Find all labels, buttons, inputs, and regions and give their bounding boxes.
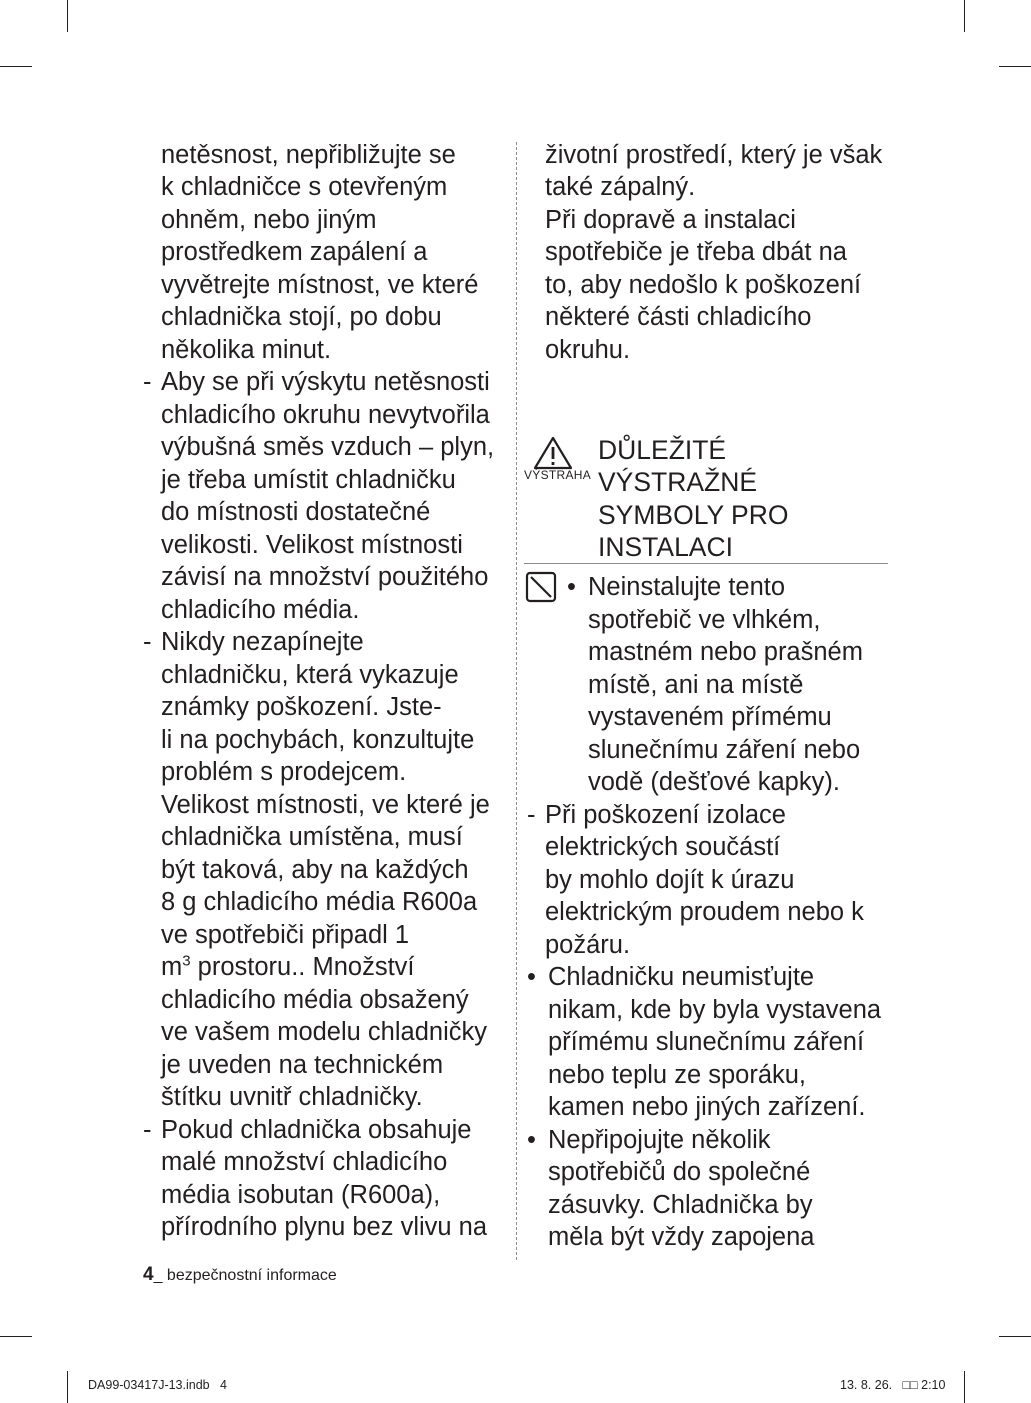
m3-base: m: [161, 953, 183, 981]
left-line: být taková, aby na každých: [161, 856, 469, 884]
crop-mark-left-top: [0, 66, 32, 67]
left-line: problém s prodejcem.: [161, 758, 407, 786]
right-line: Při dopravě a instalaci: [545, 206, 796, 234]
left-line: chladničku, která vykazuje: [161, 661, 459, 689]
right-item-line: Při poškození izolace: [545, 801, 786, 829]
right-item-line: vodě (dešťové kapky).: [588, 768, 840, 796]
right-item-line: požáru.: [545, 931, 631, 959]
section-heading-line: VÝSTRAŽNÉ: [598, 467, 758, 497]
right-line: okruhu.: [545, 336, 631, 364]
list-dash: -: [143, 628, 152, 656]
right-line: to, aby nedošlo k poškození: [545, 271, 862, 299]
right-line: spotřebiče je třeba dbát na: [545, 238, 847, 266]
left-line: ve vašem modelu chladničky: [161, 1018, 487, 1046]
left-line-m3: [161, 951, 415, 983]
slug-file: DA99-03417J-13.indb 4: [88, 1378, 227, 1392]
left-line: Velikost místnosti, ve které je: [161, 791, 490, 819]
right-line: životní prostředí, který je však: [545, 141, 883, 169]
bullet: •: [567, 573, 576, 601]
left-line: Nikdy nezapínejte: [161, 628, 364, 656]
left-line: média isobutan (R600a),: [161, 1181, 441, 1209]
right-item-line: Nepřipojujte několik: [548, 1126, 771, 1154]
section-heading-line: DŮLEŽITÉ: [598, 435, 727, 465]
left-line: několika minut.: [161, 336, 332, 364]
slug-date: 13. 8. 26. □□ 2:10: [840, 1378, 946, 1392]
left-line: chladicího okruhu nevytvořila: [161, 401, 490, 429]
left-line: ohněm, nebo jiným: [161, 206, 377, 234]
left-line: do místnosti dostatečné: [161, 498, 431, 526]
left-line: chladicího média obsažený: [161, 986, 469, 1014]
right-item-line: nebo teplu ze sporáku,: [548, 1061, 807, 1089]
right-item-line: kamen nebo jiných zařízení.: [548, 1093, 866, 1121]
right-item-line: přímému slunečnímu záření: [548, 1028, 865, 1056]
column-divider: [516, 142, 517, 1260]
left-line: chladnička umístěna, musí: [161, 823, 463, 851]
left-line: vyvětrejte místnost, ve které: [161, 271, 479, 299]
left-line: výbušná směs vzduch – plyn,: [161, 433, 495, 461]
right-item-line: nikam, kde by byla vystavena: [548, 996, 882, 1024]
bullet: •: [527, 963, 536, 991]
right-item-line: by mohlo dojít k úrazu: [545, 866, 795, 894]
page-number: 4: [143, 1264, 154, 1285]
crop-mark-right-top: [999, 66, 1031, 67]
section-heading-line: SYMBOLY PRO: [598, 500, 789, 530]
prohibited-icon: [525, 571, 557, 603]
left-line: přírodního plynu bez vlivu na: [161, 1213, 488, 1241]
right-item-line: slunečnímu záření nebo: [588, 736, 861, 764]
right-line: také zápalný.: [545, 173, 696, 201]
right-item-line: mastném nebo prašném: [588, 638, 863, 666]
left-line: Pokud chladnička obsahuje: [161, 1116, 472, 1144]
section-name: _ bezpečnostní informace: [153, 1267, 337, 1284]
right-line: některé části chladicího: [545, 303, 812, 331]
heading-rule: [524, 563, 888, 564]
bullet: •: [527, 1126, 536, 1154]
left-line: chladicího média.: [161, 596, 360, 624]
right-item-line: elektrickým proudem nebo k: [545, 898, 864, 926]
list-dash: -: [143, 368, 152, 396]
crop-mark-bottom-right: [964, 1371, 965, 1403]
left-line: li na pochybách, konzultujte: [161, 726, 475, 754]
right-item-line: vystaveném přímému: [588, 703, 832, 731]
crop-mark-left-bottom: [0, 1336, 32, 1337]
right-item-line: zásuvky. Chladnička by: [548, 1191, 813, 1219]
page-footer: [143, 1264, 337, 1287]
warning-caption: VÝSTRAHA: [524, 468, 592, 482]
right-item-line: Neinstalujte tento: [588, 573, 786, 601]
right-item-line: spotřebič ve vlhkém,: [588, 606, 821, 634]
m3-rest: prostoru.. Množství: [190, 953, 415, 981]
left-line: velikosti. Velikost místnosti: [161, 531, 463, 559]
list-dash: -: [143, 1116, 152, 1144]
left-line: je uveden na technickém: [161, 1051, 444, 1079]
left-line: prostředkem zapálení a: [161, 238, 428, 266]
left-line: ve spotřebiči připadl 1: [161, 921, 410, 949]
right-item-line: elektrických součástí: [545, 833, 781, 861]
crop-mark-right-bottom: [999, 1336, 1031, 1337]
left-line: malé množství chladicího: [161, 1148, 448, 1176]
crop-mark-top-right: [964, 0, 965, 32]
left-line: 8 g chladicího média R600a: [161, 888, 478, 916]
left-line: Aby se při výskytu netěsnosti: [161, 368, 490, 396]
left-line: známky poškození. Jste-: [161, 693, 442, 721]
left-line: chladnička stojí, po dobu: [161, 303, 442, 331]
left-line: netěsnost, nepřibližujte se: [161, 141, 456, 169]
crop-mark-top-left: [67, 0, 68, 32]
crop-mark-bottom-left: [67, 1371, 68, 1403]
section-heading-line: INSTALACI: [598, 532, 733, 562]
right-item-line: místě, ani na místě: [588, 671, 804, 699]
list-dash: -: [527, 801, 536, 829]
left-line: k chladničce s otevřeným: [161, 173, 448, 201]
left-line: štítku uvnitř chladničky.: [161, 1083, 423, 1111]
left-line: závisí na množství použitého: [161, 563, 489, 591]
left-line: je třeba umístit chladničku: [161, 466, 456, 494]
right-item-line: měla být vždy zapojena: [548, 1223, 815, 1251]
right-item-line: spotřebičů do společné: [548, 1158, 811, 1186]
right-item-line: Chladničku neumisťujte: [548, 963, 815, 991]
m3-superscript: 3: [182, 952, 191, 970]
warning-triangle-icon: [533, 436, 573, 470]
